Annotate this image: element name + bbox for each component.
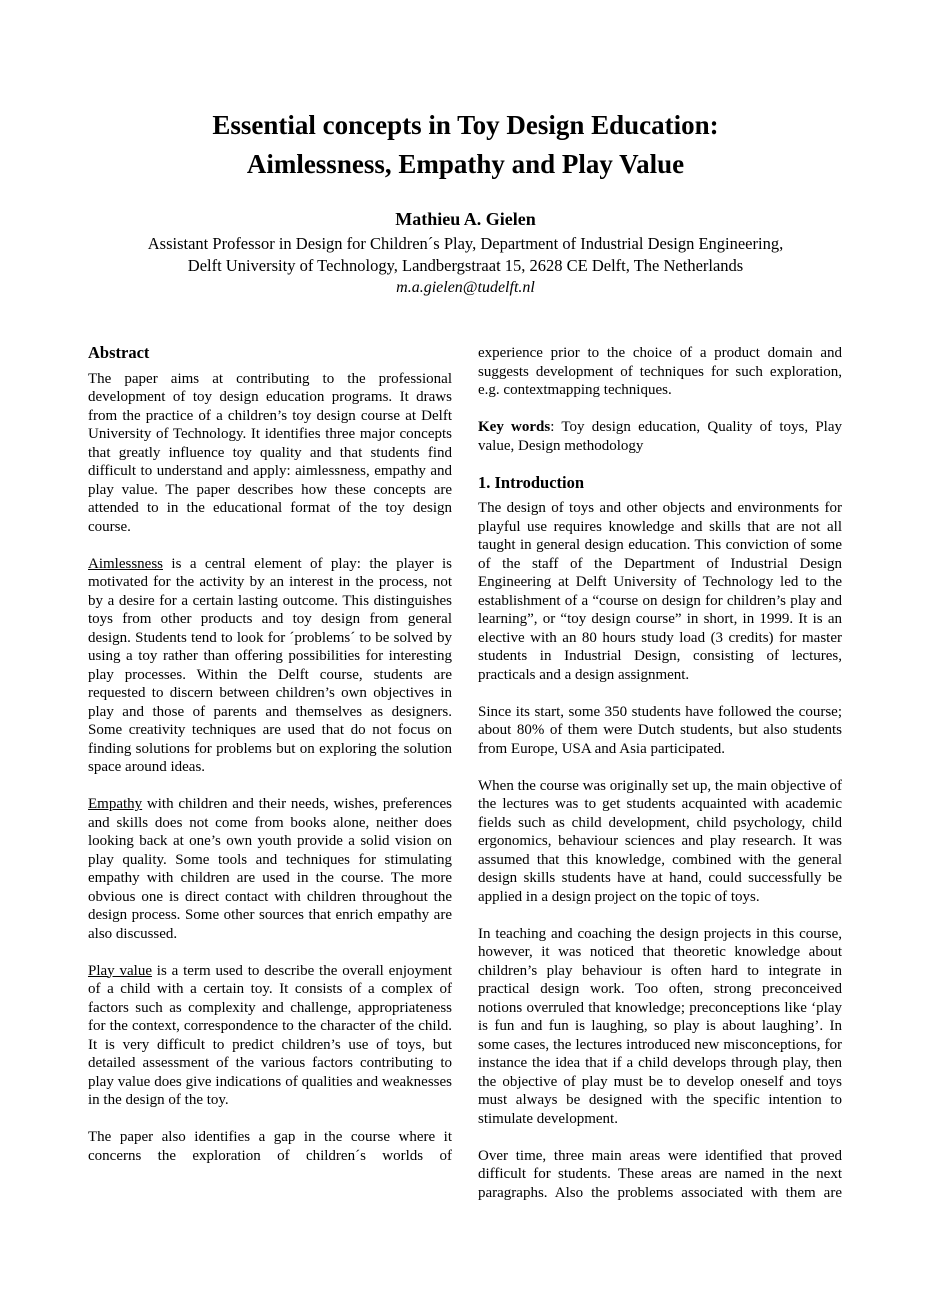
play-value-term: Play value	[88, 962, 152, 979]
aimlessness-term: Aimlessness	[88, 555, 163, 572]
empathy-paragraph	[88, 795, 452, 943]
paper-title-line-2: Aimlessness, Empathy and Play Value	[246, 149, 685, 179]
paper-title-line-1: Essential concepts in Toy Design Education:	[212, 110, 719, 140]
paper-title	[88, 106, 843, 184]
keywords-text: : Toy design education, Quality of toys, Play value, Design methodology	[478, 419, 842, 454]
left-column	[88, 344, 452, 1202]
empathy-text: with children and their needs, wishes, preferences and skills does not come from books alone, neither does looking back at one’s own youth provide a solid vision on play quality. Some tools and techniques for stimulating empathy with children are used in the course. The more obvious one is direct contact with children throughout the design process. Some other sources that enrich empathy are also discussed.	[88, 796, 452, 942]
intro-paragraph-5: Over time, three main areas were identified that proved difficult for students. These areas are named in the next paragraphs. Also the problems associated with them are	[478, 1147, 842, 1201]
intro-paragraph-1: The design of toys and other objects and environments for playful use requires knowledge and skills that are not all taught in general design education. This conviction of some of the staff of the Department of Industrial Design Engineering at Delft University of Technology led to the establishment of a “course on design for children’s play and learning”, or “toy design course” in short, in 1999. It is an elective with an 80 hours study load (3 credits) for master students in Industrial Design, consisting of lectures, practicals and a design assignment.	[478, 500, 842, 683]
paper-header	[88, 106, 843, 299]
play-value-paragraph	[88, 962, 452, 1110]
author-name: Mathieu A. Gielen	[395, 209, 536, 229]
keywords-label: Key words	[478, 419, 551, 435]
play-value-text: is a term used to describe the overall enjoyment of a child with a certain toy. It consists of a complex of factors such as complexity and challenge, appropriateness for the context, correspondence to the character of the child. It is very difficult to predict children’s use of toys, but detailed assessment of the various factors contributing to play value does give indications of qualities and weaknesses in the design of the toy.	[88, 962, 452, 1108]
intro-paragraph-4: In teaching and coaching the design projects in this course, however, it was noticed that theoretic knowledge about children’s play behaviour is often hard to integrate in practical design work. Too often, strong preconceived notions overruled that knowledge; preconceptions like ‘play is fun and fun is laughing, so play is about laughing’. In some cases, the lectures introduced new misconceptions, for instance the idea that if a child develops through play, then the objective of play must be to develop oneself and toys must always be designed with the specific intention to stimulate development.	[478, 925, 842, 1127]
aimlessness-text: is a central element of play: the player is motivated for the activity by an interest in the process, not by a desire for a certain lasting outcome. This distinguishes toys from other products and toy design from general design. Students tend to look for ´problems´ to be solved by using a toy rather than offering possibilities for interesting play processes. Within the Delft course, students are requested to discern between children’s own objectives in play and those of parents and themselves as designers. Some creativity techniques are used that do not focus on finding solutions for problems but on exploring the solution space around ideas.	[88, 555, 452, 775]
empathy-term: Empathy	[88, 796, 143, 812]
intro-paragraph-2: Since its start, some 350 students have followed the course; about 80% of them were Dutch students, but also students from Europe, USA and Asia participated.	[478, 703, 842, 757]
author-email: m.a.gielen@tudelft.nl	[396, 279, 535, 296]
two-column-body	[88, 344, 843, 1202]
keywords-paragraph	[478, 418, 842, 455]
affiliation-line-1: Assistant Professor in Design for Children´s Play, Department of Industrial Design Engineering,	[147, 234, 784, 253]
affiliation-line-2: Delft University of Technology, Landbergstraat 15, 2628 CE Delft, The Netherlands	[187, 256, 744, 275]
abstract-paragraph: The paper aims at contributing to the professional development of toy design education programs. It draws from the practice of a children’s toy design course at Delft University of Technology. It identifies three major concepts that greatly influence toy quality and that students find difficult to understand and apply: aimlessness, empathy and play value. The paper describes how these concepts are attended to in the educational format of the toy design course.	[88, 370, 452, 535]
right-column	[478, 344, 842, 1202]
gap-paragraph: The paper also identifies a gap in the course where it concerns the exploration of children´s worlds of	[88, 1129, 452, 1164]
continuation-paragraph: experience prior to the choice of a product domain and suggests development of techniques for such exploration, e.g. contextmapping techniques.	[478, 345, 842, 398]
abstract-heading: Abstract	[88, 343, 150, 362]
introduction-heading: 1. Introduction	[478, 472, 585, 492]
aimlessness-paragraph	[88, 555, 452, 777]
intro-paragraph-3: When the course was originally set up, the main objective of the lectures was to get students acquainted with academic fields such as child development, child psychology, child ergonomics, behaviour sciences and play research. It was assumed that this knowledge, combined with the general design skills students have at hand, could successfully be applied in a design project on the topic of toys.	[478, 777, 842, 905]
